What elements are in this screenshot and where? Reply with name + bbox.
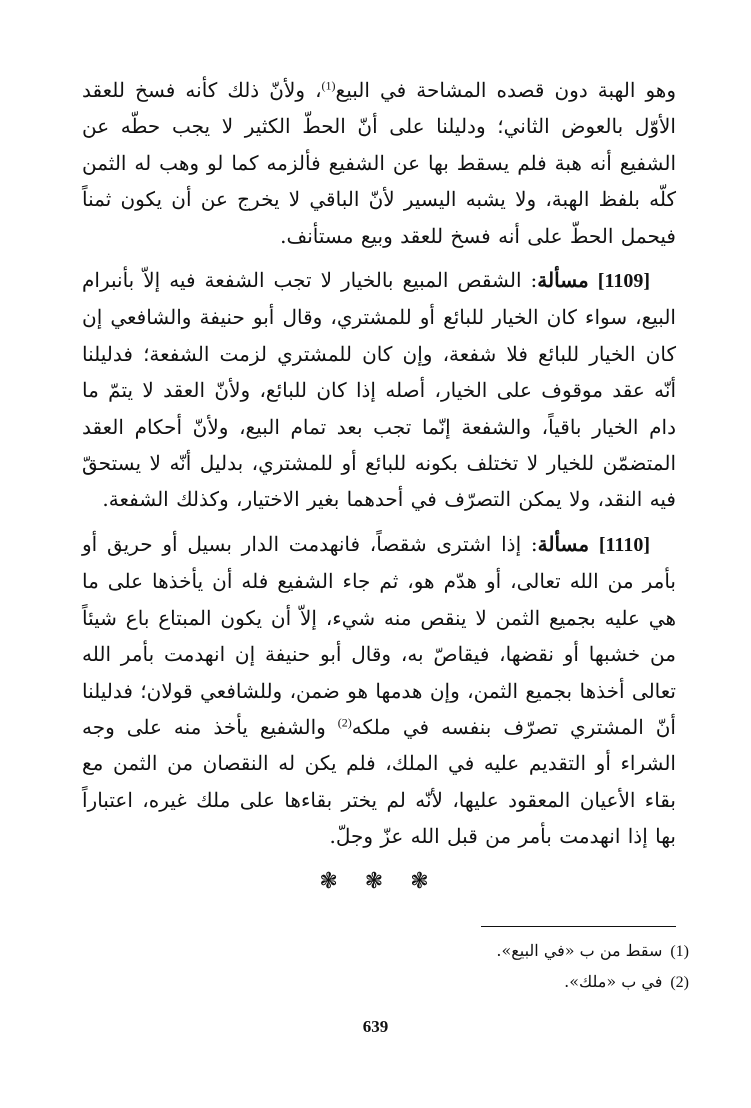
footnote-ref-1[interactable]: (1) — [321, 78, 336, 93]
footnote-2-text: في ب «ملك». — [564, 972, 663, 991]
paragraph-intro — [82, 72, 676, 254]
issue-1110 — [82, 526, 676, 855]
paragraph-intro-text-b: ، ولأنّ ذلك كأنه فسخ للعقد الأوّل بالعوض الثاني؛ ودليلنا على أنّ الحطّ الكثير لا يجب حطّه عن الشفيع أنه هبة فلم يسقط بها عن الشفيع فألزمه كما لو وهب له الثمن كلّه بلفظ الهبة، ولا يشبه اليسير لأنّ الباقي لا يخرج عن أن يكون ثمناً فيحمل الحطّ على أنه فسخ للعقد وبيع مستأنف. — [82, 78, 676, 248]
footnote-1-number: (1) — [670, 943, 689, 960]
issue-1109-colon: : — [530, 268, 538, 293]
paragraph-intro-text-a: وهو الهبة دون قصده المشاحة في البيع — [335, 78, 677, 102]
footnotes — [89, 936, 689, 998]
issue-1110-label: مسألة — [537, 531, 590, 556]
main-text-block — [82, 72, 676, 894]
footnote-ref-2[interactable]: (2) — [337, 715, 352, 730]
page-number: 639 — [362, 1017, 389, 1036]
issue-1109-text: الشقص المبيع بالخيار لا تجب الشفعة فيه إلاّ بأنبرام البيع، سواء كان الخيار للبائع أو للمشتري، وقال أبو حنيفة والشافعي إن كان الخيار للبائع فلا شفعة، وإن كان للمشتري لزمت الشفعة؛ فدليلنا أنّه عقد موقوف على الخيار، أصله إذا كان للبائع، ولأنّ العقد لا يتمّ ما دام الخيار باقياً، والشفعة إنّما تجب بعد تمام البيع، ولأنّ أحكام العقد المتضمّن للخيار لا تختلف بكونه للبائع أو للمشتري، بدليل أنّه لا يستحقّ فيه النقد، ولا يمكن التصرّف في أحدهما بغير الاختيار، وكذلك الشفعة. — [82, 268, 676, 512]
footnote-2-number: (2) — [670, 974, 689, 991]
issue-1109-number: [1109] — [597, 270, 651, 293]
issue-1110-text-b: والشفيع يأخذ منه على وجه الشراء أو التقديم عليه في الملك، فلم يكن له النقصان من الثمن مع بقاء الأعيان المعقود عليها، لأنّه لم يختر بقاءها على ملك غيره، اعتباراً بها إذا انهدمت بأمر من قبل الله عزّ وجلّ. — [82, 714, 676, 849]
issue-1109-label: مسألة — [537, 268, 589, 293]
footnote-2 — [89, 967, 689, 998]
footnote-1-text: سقط من ب «في البيع». — [496, 941, 663, 960]
section-ornament: ❃ ❃ ❃ — [319, 868, 439, 894]
issue-1110-colon: : — [530, 531, 538, 556]
issue-1109 — [82, 262, 676, 518]
issue-1110-number: [1110] — [598, 533, 650, 556]
issue-1110-text-a: إذا اشترى شقصاً، فانهدمت الدار بسيل أو حريق أو بأمر من الله تعالى، أو هدّم هو، ثم جاء الشفيع فله أن يأخذها على ما هي عليه بجميع الثمن لا ينقص منه شيء، إلاّ أن يكون المبتاع باع شيئاً من خشبها أو نقضها، فيقاصّ به، وقال أبو حنيفة إن انهدمت بأمر الله تعالى أخذها بجميع الثمن، وإن هدمها هو ضمن، وللشافعي قولان؛ فدليلنا أنّ المشتري تصرّف بنفسه في ملكه — [82, 531, 676, 739]
footnote-1 — [89, 936, 689, 967]
footnote-divider — [481, 926, 676, 927]
